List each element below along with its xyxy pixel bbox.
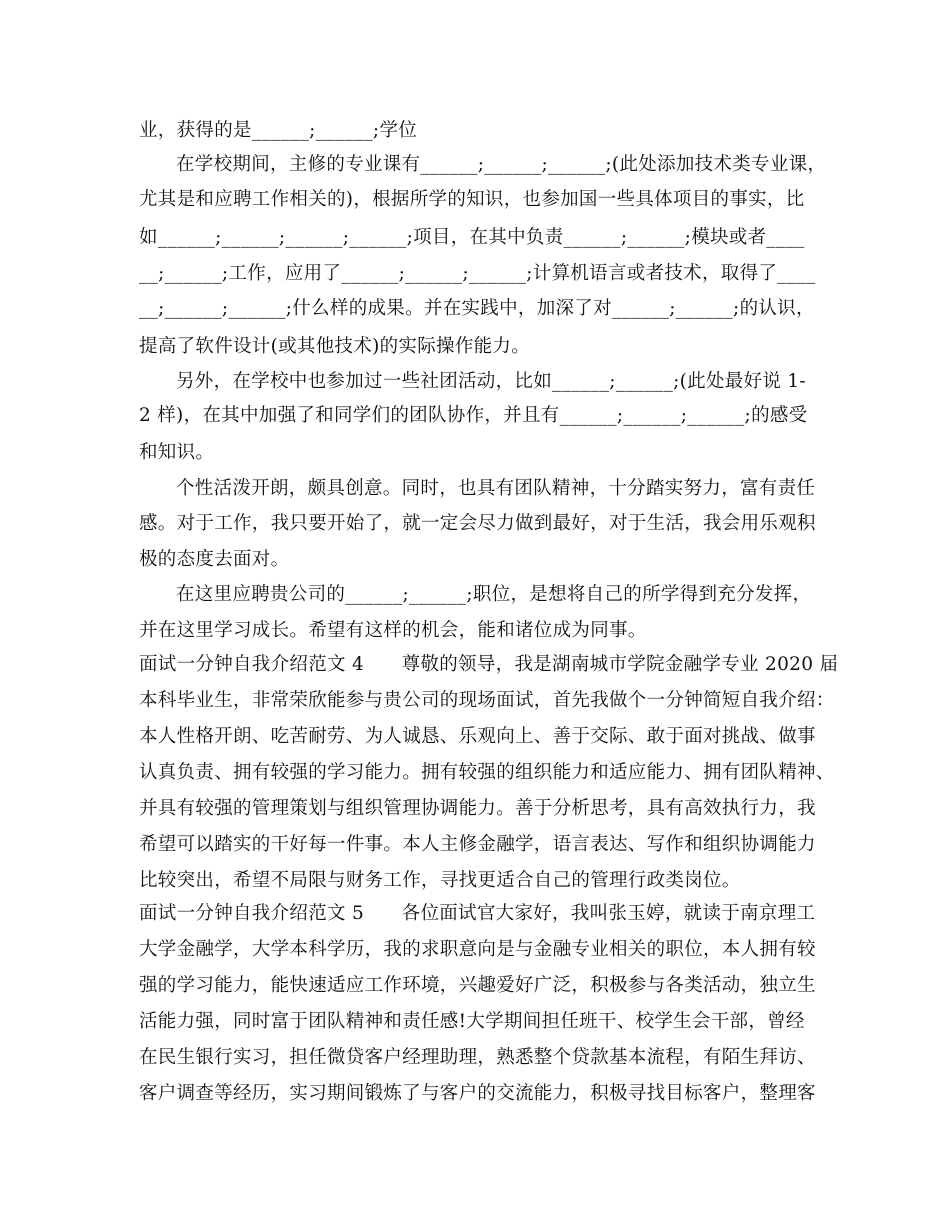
text-line: 比较突出，希望不局限与财务工作，寻找更适合自己的管理行政类岗位。	[139, 870, 741, 891]
text-line: 如______;______;______;______;项目，在其中负责______;______;模块或者____	[139, 227, 805, 248]
text-line: 个性活泼开朗，颇具创意。同时，也具有团队精神，十分踏实努力，富有责任	[176, 478, 816, 499]
text-line: __;______;______;什么样的成果。并在实践中，加深了对______;______;的认识，	[139, 298, 815, 319]
text-line: 认真负责、拥有较强的学习能力。拥有较强的组织能力和适应能力、拥有团队精神、	[139, 762, 835, 783]
text-line: 并具有较强的管理策划与组织管理协调能力。善于分析思考，具有高效执行力，我	[139, 798, 816, 819]
text-line: 本科毕业生，非常荣欣能参与贵公司的现场面试，首先我做个一分钟简短自我介绍：	[139, 690, 835, 711]
text-line: 强的学习能力，能快速适应工作环境，兴趣爱好广泛，积极参与各类活动，独立生	[139, 975, 816, 996]
text-line: 希望可以踏实的干好每一件事。本人主修金融学，语言表达、写作和组织协调能力	[139, 834, 816, 855]
text-line: 提高了软件设计(或其他技术)的实际操作能力。	[139, 336, 531, 357]
text-line: 和知识。	[139, 442, 215, 463]
text-line: 并在这里学习成长。希望有这样的机会，能和诸位成为同事。	[139, 620, 647, 641]
text-line: 本人性格开朗、吃苦耐劳、为人诚恳、乐观向上、善于交际、敢于面对挑战、做事	[139, 726, 816, 747]
text-line: 客户调查等经历，实习期间锻炼了与客户的交流能力，积极寻找目标客户，整理客	[139, 1083, 816, 1104]
text-line: 感。对于工作，我只要开始了，就一定会尽力做到最好，对于生活，我会用乐观积	[139, 513, 816, 534]
text-line: __;______;工作，应用了______;______;______;计算机语言或者技术，取得了____	[139, 263, 816, 284]
text-line: 活能力强，同时富于团队精神和责任感!大学期间担任班干、校学生会干部，曾经	[139, 1011, 805, 1032]
section-heading-line: 面试一分钟自我介绍范文 5 各位面试官大家好，我叫张玉婷，就读于南京理工	[139, 903, 816, 924]
text-line: 大学金融学，大学本科学历，我的求职意向是与金融专业相关的职位，本人拥有较	[139, 939, 816, 960]
text-line: 业，获得的是______;______;学位	[139, 120, 418, 141]
text-line: 尤其是和应聘工作相关的)，根据所学的知识，也参加国一些具体项目的事实，比	[139, 189, 805, 210]
text-line: 极的态度去面对。	[139, 549, 290, 570]
text-line: 另外，在学校中也参加过一些社团活动，比如______;______;(此处最好说 1-	[176, 371, 806, 392]
text-line: 在学校期间，主修的专业课有______;______;______;(此处添加技术类专业课，	[176, 154, 827, 175]
text-line: 在民生银行实习，担任微贷客户经理助理，熟悉整个贷款基本流程，有陌生拜访、	[139, 1047, 816, 1068]
text-line: 2 样)，在其中加强了和同学们的团队协作，并且有______;______;______;的感受	[139, 405, 808, 426]
text-line: 在这里应聘贵公司的______;______;职位，是想将自己的所学得到充分发挥，	[176, 584, 812, 605]
section-heading-line: 面试一分钟自我介绍范文 4 尊敬的领导，我是湖南城市学院金融学专业 2020 届	[139, 654, 839, 675]
